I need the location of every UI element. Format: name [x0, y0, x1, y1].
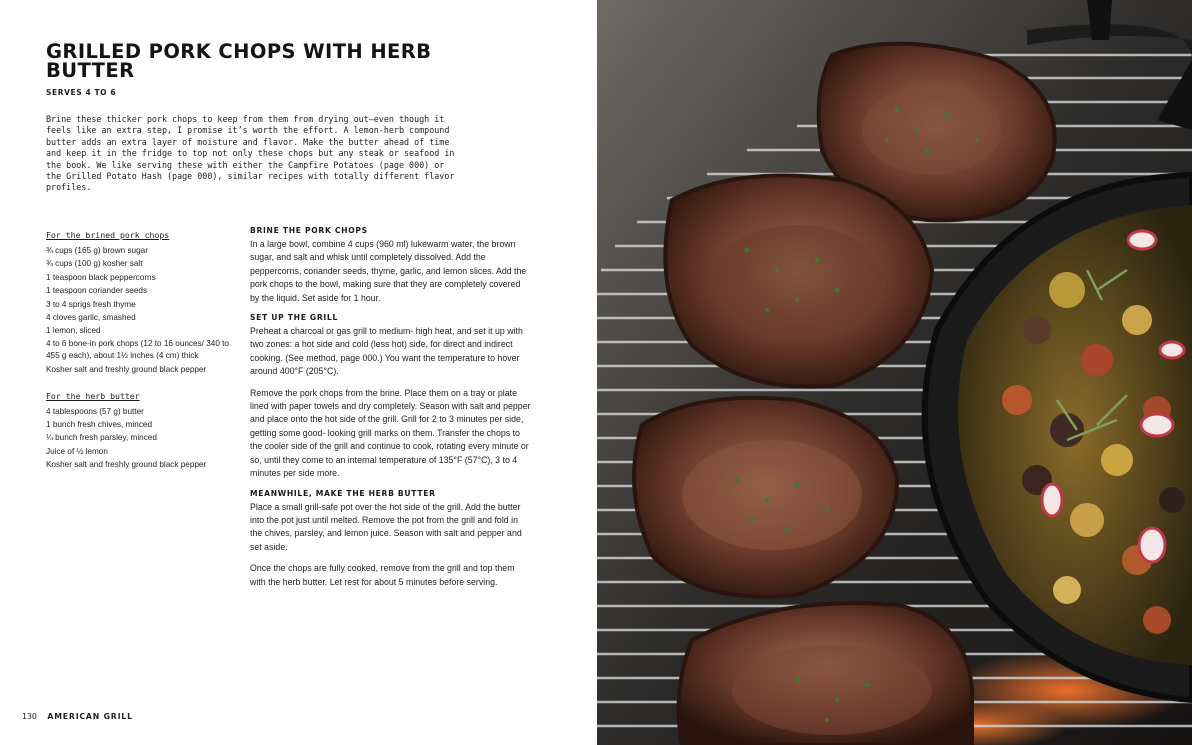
ingredient-item: 1 teaspoon black peppercorns [46, 272, 156, 282]
ingredient-item: Juice of ½ lemon [46, 446, 108, 456]
pork-chop [665, 176, 932, 387]
ingredient-item: ¾ cups (100 g) kosher salt [46, 259, 143, 269]
step-paragraph: Preheat a charcoal or gas grill to medium- high heat, and set it up with two zones: a hot side and cold (less hot) side, for direct and indirect cooking. (See method, page 000.) You want the temperature to hover around 400°F (205°C). [250, 326, 523, 377]
ingredient-item: 4 cloves garlic, smashed [46, 313, 136, 323]
step-paragraph: In a large bowl, combine 4 cups (960 ml) lukewarm water, the brown sugar, and salt and whisk until completely dissolved. Add the peppercorns, coriander seeds, thyme, garlic, and lemon slices. Add the pork chops to the bowl, making sure that they are completely covered by the liquid. Set aside for 1 hour. [250, 239, 527, 303]
ingredient-item: ¾ cups (165 g) brown sugar [46, 246, 148, 255]
brine-ingredient-list [46, 244, 241, 377]
step-paragraph: Once the chops are fully cooked, remove from the grill and top them with the herb butter. Let rest for about 5 minutes before serving. [250, 563, 515, 587]
ingredient-item: Kosher salt and freshly ground black pepper [46, 365, 207, 375]
grill-photo [597, 0, 1192, 745]
page-number: 130 [22, 712, 37, 721]
ingredients-column [46, 225, 241, 481]
step-title-brine: BRINE THE PORK CHOPS [250, 226, 368, 235]
grilled-pork-chops-image [597, 0, 1192, 745]
herb-butter-ingredients [46, 386, 241, 472]
ingredient-item: 4 tablespoons (57 g) butter [46, 406, 144, 416]
ingredient-item: 1 teaspoon coriander seeds [46, 286, 148, 296]
recipe-intro: Brine these thicker pork chops to keep from them from drying out—even though it feels like an extra step, I promise it’s worth the effort. A lemon-herb compound butter adds an extra layer of moisture and flavor. Make the butter ahead of time and keep it in the fridge to top not only these chops but any steak or seafood in the book. We like serving these with either the Campfire Potatoes (page 000) or the Grilled Potato Hash (page 000), similar recipes with totally different flavor profiles. [46, 114, 455, 193]
step-paragraph: Remove the pork chops from the brine. Place them on a tray or plate lined with paper towels and dry completely. Season with salt and pepper and place onto the hot side of the grill. Grill for 2 to 3 minutes per side, getting some good- looking grill marks on them. Transfer the chops to the cooler side of the grill and continue to cook, rotating every minute or so, until they come to an internal temperature of 135°F (57°C), 3 to 4 minutes per side more. [250, 387, 531, 479]
recipe-title: GRILLED PORK CHOPS WITH HERB BUTTER [46, 40, 432, 82]
herb-butter-ingredient-list [46, 405, 241, 472]
brine-ingredients-heading: For the brined pork chops [46, 230, 170, 240]
step-title-herb-butter: MEANWHILE, MAKE THE HERB BUTTER [250, 488, 436, 498]
ingredient-item: ¼ bunch fresh parsley, minced [46, 433, 157, 443]
page-footer [22, 712, 133, 721]
serves-label: SERVES 4 TO 6 [46, 88, 117, 97]
pork-chop [679, 603, 972, 745]
ingredient-item: 3 to 4 sprigs fresh thyme [46, 299, 136, 309]
book-title: AMERICAN GRILL [47, 712, 133, 721]
instructions-column [250, 226, 532, 597]
ingredient-item: 1 lemon, sliced [46, 326, 101, 336]
step-paragraph: Place a small grill-safe pot over the hot side of the grill. Add the butter into the pot just until melted. Remove the pot from the grill and fold in the chives, parsley, and lemon juice. Season with salt and pepper and set aside. [250, 501, 522, 552]
ingredient-item: 1 bunch fresh chives, minced [46, 420, 153, 430]
ingredient-item: 4 to 6 bone-in pork chops (12 to 16 ounces/ 340 to 455 g each), about 1½ inches (4 cm) thick [46, 338, 229, 361]
step-title-setup-grill: SET UP THE GRILL [250, 313, 339, 323]
herb-butter-ingredients-heading: For the herb butter [46, 390, 140, 401]
ingredient-item: Kosher salt and freshly ground black pepper [46, 460, 207, 470]
brine-ingredients [46, 225, 241, 377]
